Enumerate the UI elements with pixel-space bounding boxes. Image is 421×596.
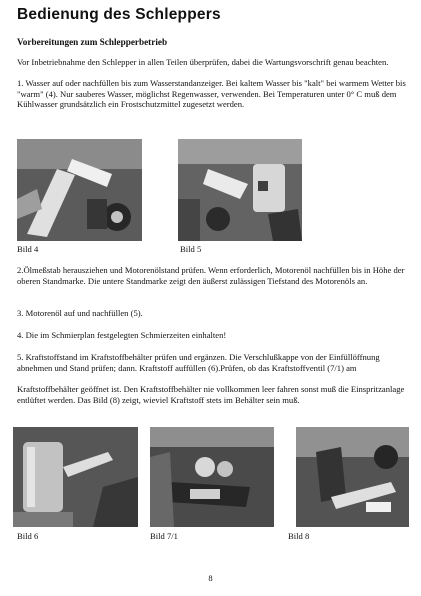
paragraph-2: 2.Ölmeßstab herausziehen und Motorenölstand prüfen. Wenn erforderlich, Motorenöl nachfüllen bis in Höhe der oberen Standmarke. Die untere Standmarke zeigt den äußerst zulässigen Tiefstand des Motorenöls an. — [17, 265, 405, 286]
paragraph-1: 1. Wasser auf oder nachfüllen bis zum Wasserstandanzeiger. Bei kaltem Wasser bis "kalt" bei warmem Wetter bis "warm" (4). Nur sauberes Wasser, möglichst Regenwasser, verwenden. Bei Temperaturen unter 0° C muß dem Kühlwasser grundsätzlich ein Frostschutzmittel zugesetzt werden. — [17, 78, 406, 110]
paragraph-5a: 5. Kraftstoffstand im Kraftstoffbehälter prüfen und ergänzen. Die Verschlußkappe von der Einfüllöffnung abnehmen und Stand prüfen; dann. Kraftstoff auffüllen (6).Prüfen, ob das Kraftstoffventil (7/1) am — [17, 352, 380, 373]
page-title: Bedienung des Schleppers — [17, 6, 221, 23]
intro-paragraph: Vor Inbetriebnahme den Schlepper in allen Teilen überprüfen, dabei die Wartungsvorschrift genau beachten. — [17, 57, 389, 67]
photo-bild-4 — [17, 139, 142, 241]
caption-bild-8: Bild 8 — [288, 531, 310, 541]
paragraph-4: 4. Die im Schmierplan festgelegten Schmierzeiten einhalten! — [17, 330, 227, 340]
page-number: 8 — [208, 573, 213, 583]
photo-bild-7 — [150, 427, 274, 527]
paragraph-5b: Kraftstoffbehälter geöffnet ist. Den Kraftstoffbehälter nie vollkommen leer fahren sonst muß die Einspritzanlage entlüftet werden. Das Bild (8) zeigt, wieviel Kraftstoff stets im Behälter sein muß. — [17, 384, 405, 405]
section-subtitle: Vorbereitungen zum Schlepperbetrieb — [17, 37, 168, 47]
photo-bild-5 — [178, 139, 302, 241]
caption-bild-5: Bild 5 — [180, 244, 202, 254]
paragraph-3: 3. Motorenöl auf und nachfüllen (5). — [17, 308, 143, 318]
caption-bild-7: Bild 7/1 — [150, 531, 178, 541]
photo-bild-6 — [13, 427, 138, 527]
caption-bild-4: Bild 4 — [17, 244, 39, 254]
caption-bild-6: Bild 6 — [17, 531, 39, 541]
photo-bild-8 — [296, 427, 409, 527]
